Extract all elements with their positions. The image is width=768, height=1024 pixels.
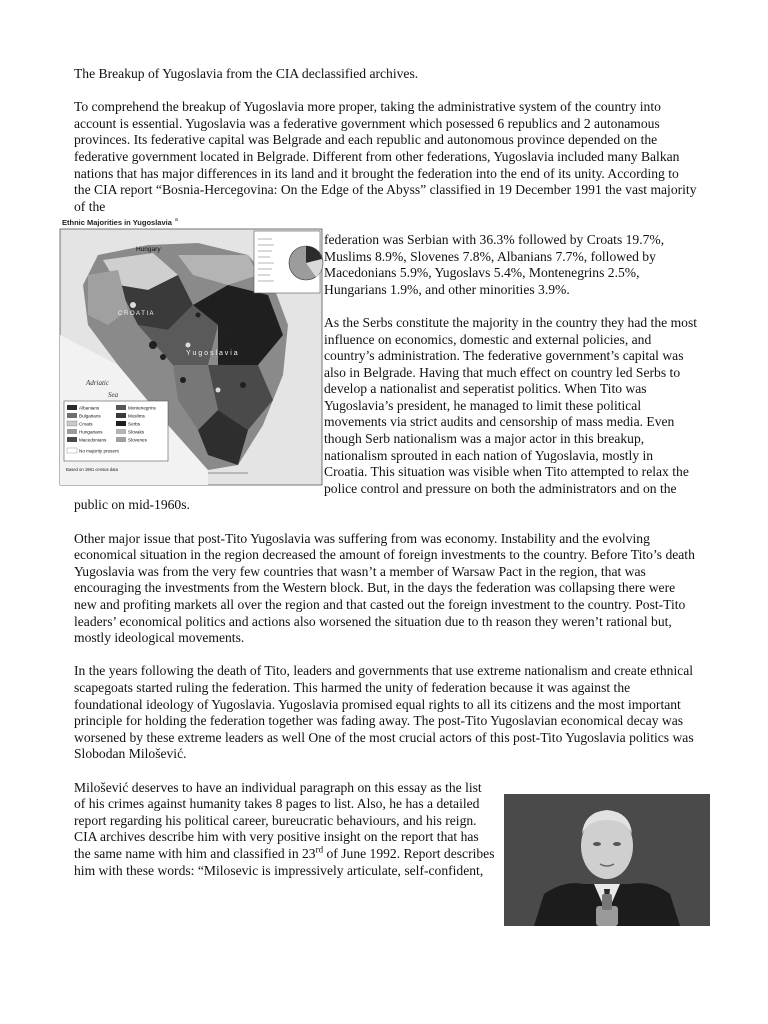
legend-albanians: Albanians [79,405,100,411]
map-graphic [58,215,324,487]
legend-slovenes: Slovenes [128,437,147,443]
legend-no-majority: No majority present [79,448,119,454]
paragraph-milosevic [74,780,698,880]
legend-montenegrins: Montenegrins [128,405,156,411]
legend-slovaks: Slovaks [128,429,145,435]
paragraph-intro [74,99,698,215]
map-footnote: Based on 1981 census data [66,467,118,473]
legend-serbs: Serbs [128,421,141,427]
photo-graphic [504,794,710,926]
map-label-hungary: Hungary [136,246,161,254]
legend-bulgarians: Bulgarians [79,413,101,419]
legend-muslims: Muslims [128,413,145,419]
paragraph-economy: Other major issue that post-Tito Yugoslavia was suffering from was economy. Instability and the evolving economical situation in the region decreased the amount of foreign investments to the country. Before Tito’s death Yugoslavia was from the very few countries that wasn’t a member of Warsaw Pact in the region, that was encouraging the investments from the Western block. But, in the days the federation was collapsing there were new and profiting markets all over the region and that casted out the foreign investment to the country. Post-Tito leaders’ economical politics and actions also worsened the situation due to th reason they weren’t rational but, mostly ideological movements. [74,530,695,646]
ordinal-suffix: rd [315,844,324,855]
paragraph-intro-continued: federation was Serbian with 36.3% followed by Croats 19.7%, Muslims 8.9%, Slovenes 7.8%, Albanians 7.7%, followed by Macedonians 5.9%, Yugoslavs 5.4%, Montenegrins 2.5%, Hungarians 1.9%, and other minorities 3.9%. [324,231,665,297]
milosevic-photo [504,794,710,926]
legend-hungarians: Hungarians [79,429,103,435]
map-title-footnote-mark: a [175,217,178,224]
paragraph-milosevic-text-cont: of June 1992. Report describes him with these words: “Milosevic is impressively articulate, self-confident, [74,845,495,878]
map-label-croatia: C R O A T I A [118,311,154,318]
ethnic-majorities-map [58,215,324,487]
paragraph-intro-text: To comprehend the breakup of Yugoslavia more proper, taking the administrative system of the country into account is essential. Yugoslavia was a federative government which posessed 6 republics and 2 autonamous provinces. Its federative capital was Belgrade and each republic and autonomous province depended on the federative government located in Belgrade. Different from other federations, Yugoslavia included many Balkan nations that has major differences in its land and it brought the federation into the end of its unity. According to the CIA report “Bosnia-Hercegovina: On the Edge of the Abyss” classified in 19 December 1991 the vast majority of the [74,99,697,214]
document-title: The Breakup of Yugoslavia from the CIA declassified archives. [74,66,419,81]
legend-macedonians: Macedonians [79,437,107,443]
map-label-adriatic: Adriatic [86,379,109,388]
map-title: Ethnic Majorities in Yugoslavia [62,218,172,228]
map-label-yugoslavia: Y u g o s l a v i a [186,350,238,358]
paragraph-serbs: As the Serbs constitute the majority in the country they had the most influence on economics, domestic and external policies, and country’s administration. The federative government’s capital was also in Belgrade. Having that much effect on country led Serbs to develop a nationalist and seperatist politics. When Tito was Yugoslavia’s president, he managed to limit these political movements via strict audits and censorship of mass media. Even though Serb nationalism was a major actor in this breakup, nationalism sprouted in each nation of Yugoslavia, mostly in Croatia. This situation was visible when Tito attempted to relax the police control and pressure on both the administrators and on the public on mid-1960s. [74,314,698,513]
document-page [62,66,698,926]
paragraph-nationalism: In the years following the death of Tito, leaders and governments that use extreme nationalism and create ethnical scapegoats started ruling the federation. This harmed the unity of federation because it was against the foundational ideology of Yugoslavia. Yugoslavia promised equal rights to all its citizens and the most important principle for holding the federation together was fading away. The post-Tito Yugoslavian economical decay was worsened by these extreme leaders as well One of the most crucial actors of this post-Tito Yugoslavia politics was Slobodan Milošević. [74,663,694,762]
legend-croats: Croats [79,421,93,427]
map-label-sea: Sea [108,391,119,400]
paragraph-milosevic-text: Milošević deserves to have an individual paragraph on this essay as the list of his crimes against humanity takes 8 pages to list. Also, he has a detailed report regarding his political career, bureucratic behaviours, and his reign. CIA archives describe him with very positive insight on the report that has the same name with him and classified in 23 [74,779,482,861]
